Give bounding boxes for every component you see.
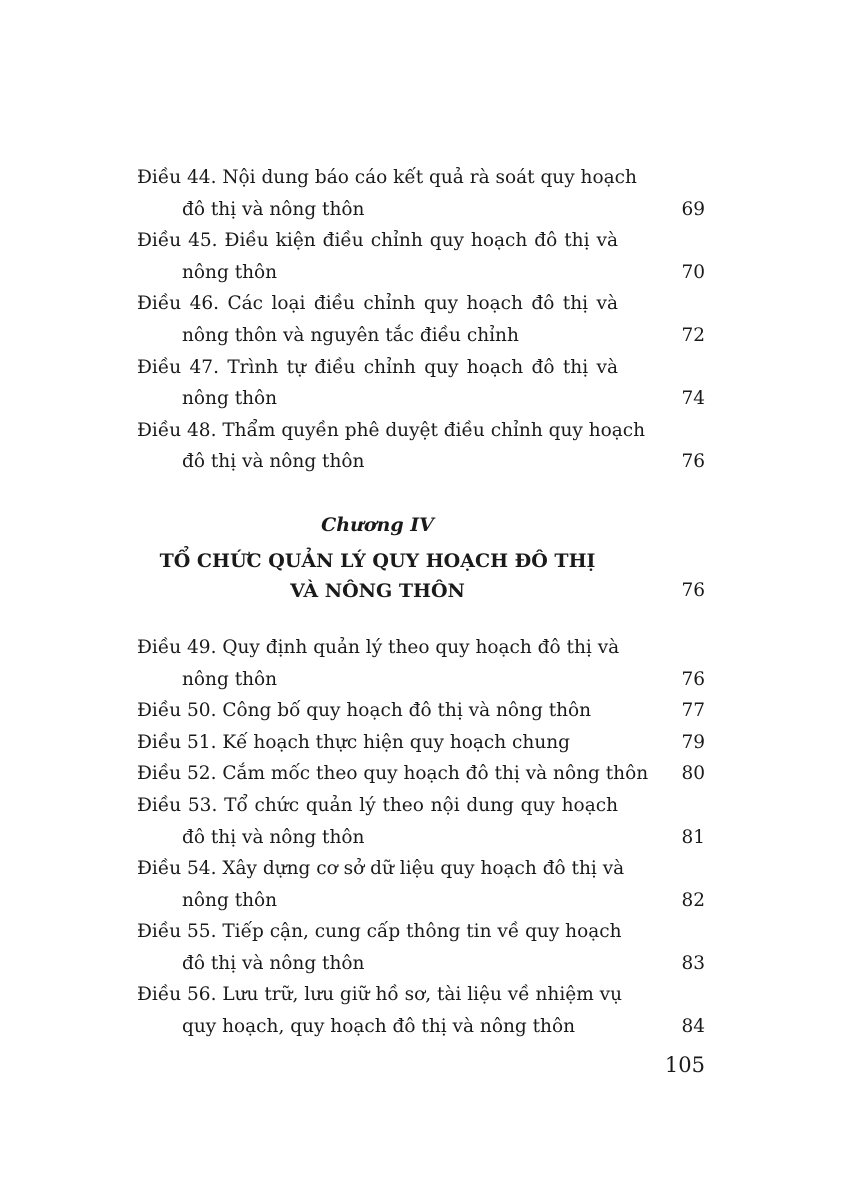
toc-entry-text: Điều 50. Công bố quy hoạch đô thị và nông thôn <box>137 700 592 722</box>
toc-entry-page-number: 80 <box>681 763 705 785</box>
toc-entry-continuation <box>137 194 705 226</box>
toc-entry-line <box>137 632 705 664</box>
toc-entry-continuation <box>137 664 705 696</box>
toc-entry-line <box>137 916 705 948</box>
toc-entry-page-number: 72 <box>681 324 705 346</box>
toc-entry-text: nông thôn và nguyên tắc điều chỉnh <box>182 324 519 346</box>
toc-entry-line <box>137 727 705 759</box>
toc-entry-text: nông thôn <box>182 388 278 410</box>
toc-entry-continuation <box>137 257 705 289</box>
toc-entry-text: đô thị và nông thôn <box>182 952 365 974</box>
toc-entry <box>137 916 705 979</box>
table-of-contents <box>137 162 705 1043</box>
toc-entry-line <box>137 352 705 384</box>
toc-entry-text: đô thị và nông thôn <box>182 198 365 220</box>
toc-entry-page-number: 77 <box>681 700 705 722</box>
toc-entry-continuation <box>137 948 705 980</box>
toc-entry <box>137 162 705 225</box>
toc-entry-continuation <box>137 885 705 917</box>
toc-entry-page-number: 79 <box>681 731 705 753</box>
toc-entry <box>137 758 705 790</box>
toc-entry-page-number: 74 <box>681 388 705 410</box>
toc-section-before <box>137 162 705 478</box>
toc-entry-line <box>137 853 705 885</box>
toc-entry-page-number: 84 <box>681 1016 705 1038</box>
toc-entry <box>137 790 705 853</box>
chapter-title-line-2: VÀ NÔNG THÔN <box>290 579 465 602</box>
toc-entry-text: Điều 45. Điều kiện điều chỉnh quy hoạch đô thị và <box>137 230 618 252</box>
toc-entry-text: Điều 56. Lưu trữ, lưu giữ hồ sơ, tài liệu về nhiệm vụ <box>137 984 623 1006</box>
toc-entry-page-number: 69 <box>681 198 705 220</box>
toc-entry-text: Điều 46. Các loại điều chỉnh quy hoạch đô thị và <box>137 293 618 315</box>
toc-entry-page-number: 83 <box>681 952 705 974</box>
toc-entry-text: nông thôn <box>182 668 278 690</box>
toc-entry <box>137 979 705 1042</box>
chapter-heading <box>137 510 705 621</box>
toc-entry-text: đô thị và nông thôn <box>182 826 365 848</box>
toc-entry <box>137 415 705 478</box>
toc-entry-continuation <box>137 320 705 352</box>
toc-entry-line <box>137 790 705 822</box>
toc-entry-page-number: 70 <box>681 261 705 283</box>
toc-entry-line <box>137 979 705 1011</box>
toc-entry <box>137 853 705 916</box>
page-number: 105 <box>664 1053 705 1077</box>
toc-entry-text: Điều 55. Tiếp cận, cung cấp thông tin về quy hoạch <box>137 921 622 943</box>
toc-entry-text: nông thôn <box>182 261 278 283</box>
toc-entry-text: đô thị và nông thôn <box>182 451 365 473</box>
chapter-page-number: 76 <box>681 579 705 601</box>
toc-entry-continuation <box>137 383 705 415</box>
toc-entry-text: Điều 49. Quy định quản lý theo quy hoạch đô thị và <box>137 636 620 658</box>
toc-entry-page-number: 76 <box>681 668 705 690</box>
chapter-label: Chương IV <box>321 513 434 536</box>
toc-entry-text: Điều 44. Nội dung báo cáo kết quả rà soát quy hoạch <box>137 167 637 188</box>
toc-entry-line <box>137 225 705 257</box>
toc-entry <box>137 225 705 288</box>
toc-section-after <box>137 632 705 1043</box>
toc-entry-line <box>137 415 705 447</box>
toc-entry-page-number: 76 <box>681 451 705 473</box>
toc-entry-line <box>137 288 705 320</box>
toc-entry-page-number: 82 <box>681 889 705 911</box>
toc-entry <box>137 632 705 695</box>
toc-entry-page-number: 81 <box>681 826 705 848</box>
toc-entry <box>137 727 705 759</box>
toc-entry-continuation <box>137 822 705 854</box>
toc-entry-line <box>137 758 705 790</box>
toc-entry-text: Điều 51. Kế hoạch thực hiện quy hoạch chung <box>137 731 571 753</box>
toc-entry-text: quy hoạch, quy hoạch đô thị và nông thôn <box>182 1016 575 1038</box>
toc-entry-continuation <box>137 446 705 478</box>
chapter-title-line-1: TỔ CHỨC QUẢN LÝ QUY HOẠCH ĐÔ THỊ <box>159 549 596 572</box>
toc-entry <box>137 352 705 415</box>
toc-entry <box>137 288 705 351</box>
toc-entry-text: nông thôn <box>182 889 278 911</box>
toc-entry-text: Điều 54. Xây dựng cơ sở dữ liệu quy hoạch đô thị và <box>137 858 625 880</box>
toc-entry-line <box>137 695 705 727</box>
toc-entry-continuation <box>137 1011 705 1043</box>
toc-entry <box>137 695 705 727</box>
toc-entry-text: Điều 48. Thẩm quyền phê duyệt điều chỉnh quy hoạch <box>137 419 646 441</box>
toc-entry-text: Điều 47. Trình tự điều chỉnh quy hoạch đô thị và <box>137 356 618 378</box>
toc-entry-text: Điều 53. Tổ chức quản lý theo nội dung quy hoạch <box>137 794 618 816</box>
toc-entry-line <box>137 162 705 194</box>
toc-entry-text: Điều 52. Cắm mốc theo quy hoạch đô thị và nông thôn <box>137 763 649 785</box>
